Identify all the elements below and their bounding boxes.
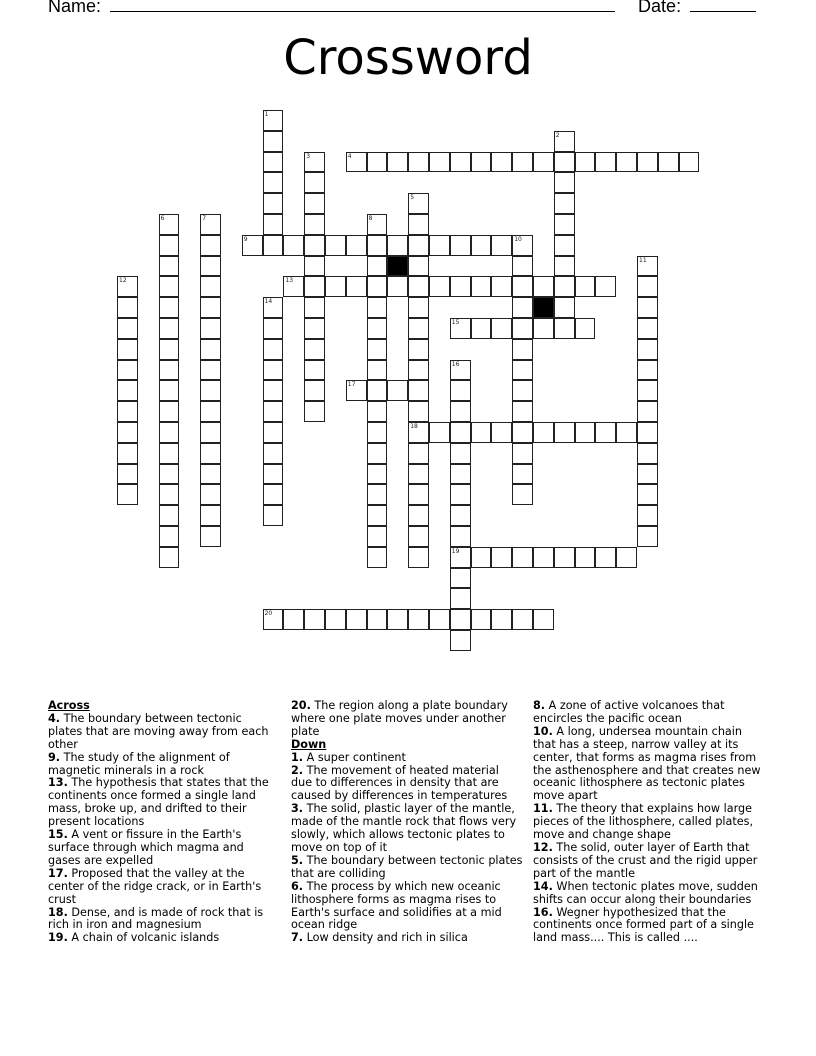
grid-cell[interactable]	[408, 443, 429, 464]
grid-cell[interactable]	[346, 152, 367, 173]
grid-cell[interactable]	[387, 235, 408, 256]
grid-cell[interactable]	[408, 360, 429, 381]
clue-down-1: 1. A super continent	[291, 750, 406, 764]
grid-cell[interactable]	[367, 256, 388, 277]
grid-cell[interactable]	[367, 380, 388, 401]
grid-cell[interactable]	[408, 422, 429, 443]
grid-cell[interactable]	[387, 276, 408, 297]
grid-cell[interactable]	[325, 235, 346, 256]
clue-number: 20	[264, 610, 273, 618]
grid-cell[interactable]	[637, 297, 658, 318]
grid-cell[interactable]	[491, 422, 512, 443]
grid-cell[interactable]	[512, 422, 533, 443]
clue-across-4: 4. The boundary between tectonic plates that are moving away from each other	[48, 711, 269, 751]
grid-cell[interactable]	[408, 193, 429, 214]
grid-cell[interactable]	[304, 609, 325, 630]
grid-cell[interactable]	[637, 422, 658, 443]
grid-cell[interactable]	[263, 609, 284, 630]
grid-cell[interactable]	[387, 152, 408, 173]
grid-cell[interactable]	[554, 172, 575, 193]
grid-cell[interactable]	[616, 547, 637, 568]
grid-cell[interactable]	[283, 276, 304, 297]
grid-cell[interactable]	[200, 526, 221, 547]
grid-cell[interactable]	[554, 235, 575, 256]
grid-cell[interactable]	[408, 484, 429, 505]
grid-cell[interactable]	[304, 276, 325, 297]
grid-cell[interactable]	[429, 422, 450, 443]
grid-cell[interactable]	[200, 401, 221, 422]
grid-cell[interactable]	[304, 152, 325, 173]
grid-cell[interactable]	[263, 443, 284, 464]
grid-cell[interactable]	[408, 401, 429, 422]
grid-cell[interactable]	[325, 609, 346, 630]
grid-cell[interactable]	[117, 484, 138, 505]
grid-cell[interactable]	[304, 380, 325, 401]
grid-cell[interactable]	[429, 276, 450, 297]
grid-cell[interactable]	[533, 318, 554, 339]
grid-cell[interactable]	[595, 547, 616, 568]
grid-cell[interactable]	[616, 152, 637, 173]
grid-cell[interactable]	[263, 214, 284, 235]
grid-cell[interactable]	[159, 464, 180, 485]
grid-cell[interactable]	[637, 256, 658, 277]
grid-cell[interactable]	[471, 318, 492, 339]
grid-cell[interactable]	[471, 235, 492, 256]
grid-cell[interactable]	[200, 297, 221, 318]
grid-cell[interactable]	[679, 152, 700, 173]
grid-cell[interactable]	[304, 235, 325, 256]
grid-cell[interactable]	[554, 318, 575, 339]
grid-cell[interactable]	[575, 276, 596, 297]
clue-number: 16	[451, 360, 460, 368]
clue-number: 6	[160, 215, 165, 222]
grid-cell[interactable]	[408, 547, 429, 568]
grid-cell[interactable]	[263, 339, 284, 360]
grid-cell[interactable]	[263, 152, 284, 173]
grid-cell[interactable]	[491, 235, 512, 256]
clue-number: 5	[410, 194, 415, 202]
grid-cell[interactable]	[450, 464, 471, 485]
grid-cell[interactable]	[200, 380, 221, 401]
grid-cell[interactable]	[637, 526, 658, 547]
grid-cell[interactable]	[491, 547, 512, 568]
grid-cell[interactable]	[367, 422, 388, 443]
clue-down-8: 8. A zone of active volcanoes that encircles the pacific ocean	[533, 699, 725, 725]
grid-cell[interactable]	[242, 235, 263, 256]
grid-cell[interactable]	[533, 609, 554, 630]
clue-number: 15	[451, 319, 460, 326]
grid-cell[interactable]	[159, 422, 180, 443]
grid-cell[interactable]	[263, 484, 284, 505]
grid-cell[interactable]	[512, 235, 533, 256]
down-heading: Down	[291, 737, 327, 751]
grid-cell[interactable]	[200, 484, 221, 505]
grid-cell[interactable]	[159, 360, 180, 381]
clue-across-9: 9. The study of the alignment of magnetic minerals in a rock	[48, 750, 230, 777]
grid-cell[interactable]	[263, 422, 284, 443]
clue-number: 10	[514, 235, 522, 243]
grid-cell[interactable]	[117, 380, 138, 401]
grid-cell[interactable]	[304, 339, 325, 360]
grid-cell[interactable]	[575, 152, 596, 173]
clue-across-17: 17. Proposed that the valley at the center of the ridge crack, or in Earth's crust	[48, 866, 262, 906]
grid-cell[interactable]	[408, 464, 429, 485]
grid-cell[interactable]	[408, 297, 429, 318]
grid-cell[interactable]	[512, 547, 533, 568]
grid-cell[interactable]	[367, 339, 388, 360]
grid-cell[interactable]	[408, 214, 429, 235]
grid-cell[interactable]	[159, 380, 180, 401]
grid-cell[interactable]	[512, 256, 533, 277]
grid-cell[interactable]	[512, 318, 533, 339]
grid-cell[interactable]	[533, 547, 554, 568]
grid-cell[interactable]	[367, 297, 388, 318]
grid-cell[interactable]	[637, 339, 658, 360]
grid-cell[interactable]	[450, 526, 471, 547]
grid-cell[interactable]	[304, 256, 325, 277]
clue-number: 11	[639, 256, 647, 264]
grid-cell[interactable]	[512, 297, 533, 318]
grid-cell[interactable]	[533, 422, 554, 443]
grid-cell[interactable]	[117, 297, 138, 318]
grid-cell[interactable]	[263, 297, 284, 318]
grid-cell[interactable]	[429, 609, 450, 630]
grid-cell[interactable]	[304, 172, 325, 193]
grid-cell[interactable]	[117, 443, 138, 464]
clue-down-6: 6. The process by which new oceanic lithosphere forms as magma rises to Earth's surface and solidifies at a mid ocean ridge	[291, 879, 502, 932]
grid-cell[interactable]	[117, 401, 138, 422]
grid-cell[interactable]	[637, 401, 658, 422]
clue-down-10: 10. A long, undersea mountain chain that has a steep, narrow valley at its center, that forms as magma rises from the asthenosphere and that creates new oceanic lithosphere as tectonic plates move apart	[533, 724, 761, 803]
grid-cell[interactable]	[471, 422, 492, 443]
clues-column-3	[533, 700, 768, 945]
grid-cell[interactable]	[512, 276, 533, 297]
clue-number: 7	[202, 215, 207, 222]
grid-cell[interactable]	[554, 193, 575, 214]
grid-cell[interactable]	[200, 443, 221, 464]
grid-cell[interactable]	[408, 276, 429, 297]
clue-number: 19	[451, 547, 460, 555]
grid-cell[interactable]	[387, 609, 408, 630]
grid-cell[interactable]	[595, 276, 616, 297]
grid-cell[interactable]	[491, 318, 512, 339]
grid-cell[interactable]	[450, 443, 471, 464]
across-heading: Across	[48, 699, 90, 712]
clue-number: 3	[306, 152, 311, 160]
grid-cell[interactable]	[637, 380, 658, 401]
grid-cell[interactable]	[450, 630, 471, 651]
date-label: Date:	[638, 0, 682, 16]
grid-cell[interactable]	[200, 256, 221, 277]
grid-cell[interactable]	[304, 401, 325, 422]
grid-cell[interactable]	[367, 214, 388, 235]
grid-cell[interactable]	[200, 339, 221, 360]
grid-cell[interactable]	[367, 464, 388, 485]
grid-cell[interactable]	[263, 172, 284, 193]
grid-cell[interactable]	[367, 484, 388, 505]
grid-cell[interactable]	[450, 588, 471, 609]
grid-cell[interactable]	[408, 235, 429, 256]
grid-cell[interactable]	[450, 609, 471, 630]
grid-cell[interactable]	[575, 422, 596, 443]
clue-down-2: 2. The movement of heated material due to differences in density that are caused by differences in temperatures	[291, 763, 508, 803]
grid-cell[interactable]	[367, 276, 388, 297]
grid-cell[interactable]	[512, 401, 533, 422]
grid-cell[interactable]	[512, 609, 533, 630]
grid-cell[interactable]	[117, 464, 138, 485]
clue-down-12: 12. The solid, outer layer of Earth that consists of the crust and the rigid upper part of the mantle	[533, 840, 758, 880]
clue-number: 1	[264, 111, 269, 118]
grid-cell[interactable]	[159, 256, 180, 277]
grid-cell[interactable]	[408, 505, 429, 526]
clue-down-11: 11. The theory that explains how large pieces of the lithosphere, called plates, move and change shape	[533, 802, 754, 842]
grid-cell[interactable]	[117, 276, 138, 297]
grid-cell[interactable]	[346, 380, 367, 401]
grid-cell[interactable]	[367, 526, 388, 547]
grid-cell[interactable]	[367, 505, 388, 526]
clue-down-5: 5. The boundary between tectonic plates that are colliding	[291, 853, 523, 880]
grid-cell[interactable]	[367, 235, 388, 256]
grid-cell[interactable]	[533, 152, 554, 173]
grid-cell[interactable]	[304, 214, 325, 235]
grid-cell[interactable]	[554, 152, 575, 173]
grid-cell[interactable]	[637, 152, 658, 173]
clue-number: 18	[410, 423, 418, 430]
grid-cell[interactable]	[491, 276, 512, 297]
grid-cell[interactable]	[263, 360, 284, 381]
clue-number: 8	[368, 215, 373, 222]
grid-cell[interactable]	[367, 609, 388, 630]
grid-cell[interactable]	[304, 193, 325, 214]
grid-cell[interactable]	[512, 380, 533, 401]
grid-cell[interactable]	[159, 484, 180, 505]
clue-number: 13	[285, 277, 294, 285]
grid-cell[interactable]	[554, 214, 575, 235]
grid-cell[interactable]	[200, 214, 221, 235]
grid-cell[interactable]	[367, 360, 388, 381]
grid-cell[interactable]	[200, 276, 221, 297]
grid-cell[interactable]	[283, 235, 304, 256]
grid-cell[interactable]	[159, 547, 180, 568]
grid-cell[interactable]	[367, 318, 388, 339]
clue-number: 12	[119, 277, 127, 285]
grid-cell[interactable]	[637, 505, 658, 526]
grid-cell[interactable]	[637, 276, 658, 297]
grid-cell[interactable]	[595, 422, 616, 443]
grid-cell[interactable]	[575, 318, 596, 339]
grid-cell[interactable]	[263, 401, 284, 422]
grid-cell[interactable]	[429, 152, 450, 173]
grid-cell[interactable]	[200, 422, 221, 443]
grid-cell[interactable]	[595, 152, 616, 173]
grid-cell[interactable]	[429, 235, 450, 256]
grid-cell[interactable]	[637, 443, 658, 464]
grid-cell[interactable]	[159, 297, 180, 318]
grid-cell[interactable]	[408, 152, 429, 173]
clue-number: 9	[243, 235, 248, 243]
grid-cell[interactable]	[575, 547, 596, 568]
grid-cell[interactable]	[471, 609, 492, 630]
grid-cell[interactable]	[554, 276, 575, 297]
clue-down-14: 14. When tectonic plates move, sudden shifts can occur along their boundaries	[533, 879, 758, 906]
grid-cell[interactable]	[554, 422, 575, 443]
black-cell	[533, 297, 554, 318]
clue-number: 4	[347, 152, 352, 160]
grid-cell[interactable]	[200, 464, 221, 485]
grid-cell[interactable]	[637, 464, 658, 485]
grid-cell[interactable]	[159, 401, 180, 422]
grid-cell[interactable]	[637, 318, 658, 339]
clues-column-2	[291, 700, 523, 945]
grid-cell[interactable]	[408, 380, 429, 401]
grid-cell[interactable]	[450, 547, 471, 568]
grid-cell[interactable]	[491, 152, 512, 173]
grid-cell[interactable]	[159, 276, 180, 297]
grid-cell[interactable]	[637, 360, 658, 381]
grid-cell[interactable]	[200, 505, 221, 526]
grid-cell[interactable]	[159, 339, 180, 360]
grid-cell[interactable]	[346, 235, 367, 256]
clue-down-7: 7. Low density and rich in silica	[291, 931, 468, 945]
grid-cell[interactable]	[450, 505, 471, 526]
grid-cell[interactable]	[263, 318, 284, 339]
grid-cell[interactable]	[450, 401, 471, 422]
name-label: Name:	[48, 0, 102, 16]
grid-cell[interactable]	[450, 152, 471, 173]
grid-cell[interactable]	[533, 276, 554, 297]
grid-cell[interactable]	[200, 360, 221, 381]
grid-cell[interactable]	[408, 339, 429, 360]
grid-cell[interactable]	[117, 339, 138, 360]
grid-cell[interactable]	[200, 235, 221, 256]
grid-cell[interactable]	[263, 131, 284, 152]
grid-cell[interactable]	[263, 505, 284, 526]
grid-cell[interactable]	[159, 443, 180, 464]
grid-cell[interactable]	[512, 443, 533, 464]
grid-cell[interactable]	[263, 193, 284, 214]
grid-cell[interactable]	[346, 276, 367, 297]
grid-cell[interactable]	[616, 422, 637, 443]
grid-cell[interactable]	[491, 609, 512, 630]
grid-cell[interactable]	[637, 484, 658, 505]
grid-cell[interactable]	[367, 152, 388, 173]
clue-number: 2	[555, 131, 560, 139]
grid-cell[interactable]	[117, 318, 138, 339]
grid-cell[interactable]	[450, 484, 471, 505]
grid-cell[interactable]	[304, 297, 325, 318]
grid-cell[interactable]	[450, 380, 471, 401]
grid-cell[interactable]	[387, 380, 408, 401]
grid-cell[interactable]	[512, 464, 533, 485]
grid-cell[interactable]	[159, 505, 180, 526]
grid-cell[interactable]	[554, 547, 575, 568]
clue-across-18: 18. Dense, and is made of rock that is rich in iron and magnesium	[48, 905, 264, 932]
grid-cell[interactable]	[450, 276, 471, 297]
grid-cell[interactable]	[283, 609, 304, 630]
grid-cell[interactable]	[450, 360, 471, 381]
grid-cell[interactable]	[367, 443, 388, 464]
grid-cell[interactable]	[450, 318, 471, 339]
grid-cell[interactable]	[471, 152, 492, 173]
grid-cell[interactable]	[325, 276, 346, 297]
page-title: Crossword	[283, 30, 533, 86]
grid-cell[interactable]	[471, 276, 492, 297]
grid-cell[interactable]	[159, 318, 180, 339]
grid-cell[interactable]	[408, 526, 429, 547]
grid-cell[interactable]	[263, 464, 284, 485]
clues-column-1	[48, 700, 278, 945]
grid-cell[interactable]	[554, 256, 575, 277]
grid-cell[interactable]	[263, 380, 284, 401]
grid-cell[interactable]	[408, 256, 429, 277]
clue-across-13: 13. The hypothesis that states that the continents once formed a single land mass, broke up, and drifted to their present locations	[48, 776, 269, 829]
grid-cell[interactable]	[367, 401, 388, 422]
grid-cell[interactable]	[159, 235, 180, 256]
grid-cell[interactable]	[263, 110, 284, 131]
grid-cell[interactable]	[159, 526, 180, 547]
clue-across-15: 15. A vent or fissure in the Earth's surface through which magma and gases are expelled	[48, 828, 244, 867]
clue-down-16: 16. Wegner hypothesized that the continents once formed part of a single land mass.... This is called ....	[533, 905, 754, 945]
grid-cell[interactable]	[346, 609, 367, 630]
grid-cell[interactable]	[304, 360, 325, 381]
grid-cell[interactable]	[512, 339, 533, 360]
grid-cell[interactable]	[408, 318, 429, 339]
grid-cell[interactable]	[450, 235, 471, 256]
grid-cell[interactable]	[367, 547, 388, 568]
grid-cell[interactable]	[408, 609, 429, 630]
grid-cell[interactable]	[554, 297, 575, 318]
grid-cell[interactable]	[263, 235, 284, 256]
grid-cell[interactable]	[159, 214, 180, 235]
grid-cell[interactable]	[512, 152, 533, 173]
black-cell	[387, 256, 408, 277]
clue-number: 14	[264, 298, 273, 306]
grid-cell[interactable]	[554, 131, 575, 152]
clue-number: 17	[347, 381, 356, 389]
grid-cell[interactable]	[117, 422, 138, 443]
clue-across-20: 20. The region along a plate boundary where one plate moves under another plate	[291, 699, 508, 738]
grid-cell[interactable]	[512, 360, 533, 381]
clue-across-19: 19. A chain of volcanic islands	[48, 931, 220, 945]
grid-cell[interactable]	[450, 422, 471, 443]
grid-cell[interactable]	[304, 318, 325, 339]
grid-cell[interactable]	[512, 484, 533, 505]
grid-cell[interactable]	[450, 568, 471, 589]
grid-cell[interactable]	[117, 360, 138, 381]
grid-cell[interactable]	[658, 152, 679, 173]
grid-cell[interactable]	[471, 547, 492, 568]
clue-down-3: 3. The solid, plastic layer of the mantle, made of the mantle rock that flows very slowly, which allows tectonic plates to move on top of it	[291, 802, 517, 854]
grid-cell[interactable]	[200, 318, 221, 339]
